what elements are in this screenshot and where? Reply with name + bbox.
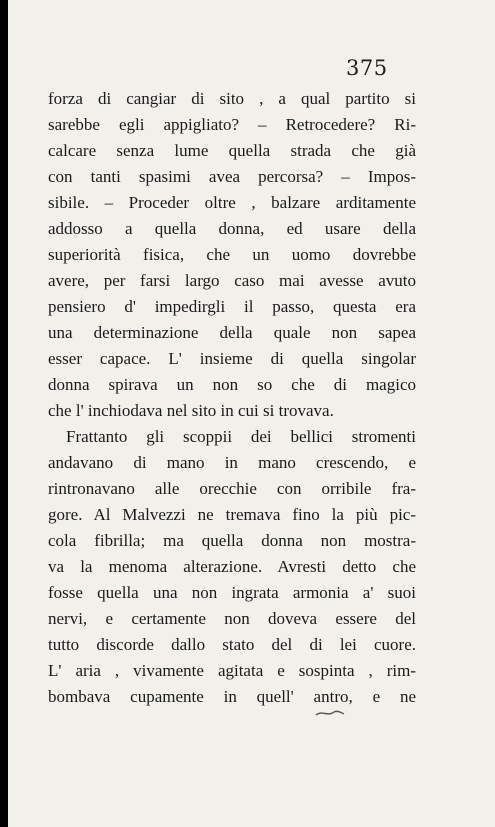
text-line: fosse quella una non ingrata armonia a' suoi: [48, 583, 416, 602]
text-line: donna spirava un non so che di magico: [48, 375, 416, 394]
body-text: [48, 86, 416, 710]
text-line: calcare senza lume quella strada che già: [48, 141, 416, 160]
text-line: Frattanto gli scoppii dei bellici stromenti: [66, 427, 416, 446]
text-line: che l' inchiodava nel sito in cui si trovava.: [48, 401, 334, 420]
text-line: cola fibrilla; ma quella donna non mostra-: [48, 531, 416, 550]
text-line: gore. Al Malvezzi ne tremava fino la più pic-: [48, 505, 416, 524]
text-line: tutto discorde dallo stato del di lei cuore.: [48, 635, 416, 654]
text-line: bombava cupamente in quell' antro, e ne: [48, 687, 416, 706]
text-line: con tanti spasimi avea percorsa? – Impos-: [48, 167, 416, 186]
text-line: pensiero d' impedirgli il passo, questa era: [48, 297, 416, 316]
text-line: L' aria , vivamente agitata e sospinta , rim-: [48, 661, 416, 680]
paragraph-1: [48, 86, 416, 424]
text-line: sarebbe egli appigliato? – Retrocedere? Ri-: [48, 115, 416, 134]
text-line: nervi, e certamente non doveva essere del: [48, 609, 416, 628]
ink-mark-ornament: [314, 708, 346, 718]
page-number: 375: [346, 56, 388, 80]
text-line: superiorità fisica, che un uomo dovrebbe: [48, 245, 416, 264]
text-line: esser capace. L' insieme di quella singolar: [48, 349, 416, 368]
paragraph-2: [48, 424, 416, 710]
text-line: sibile. – Proceder oltre , balzare arditamente: [48, 193, 416, 212]
text-line: una determinazione della quale non sapea: [48, 323, 416, 342]
text-line: va la menoma alterazione. Avresti detto che: [48, 557, 416, 576]
text-line: andavano di mano in mano crescendo, e: [48, 453, 416, 472]
text-line: forza di cangiar di sito , a qual partito si: [48, 89, 416, 108]
book-page: [8, 0, 495, 827]
text-line: addosso a quella donna, ed usare della: [48, 219, 416, 238]
text-line: rintronavano alle orecchie con orribile fra-: [48, 479, 416, 498]
text-line: avere, per farsi largo caso mai avesse avuto: [48, 271, 416, 290]
